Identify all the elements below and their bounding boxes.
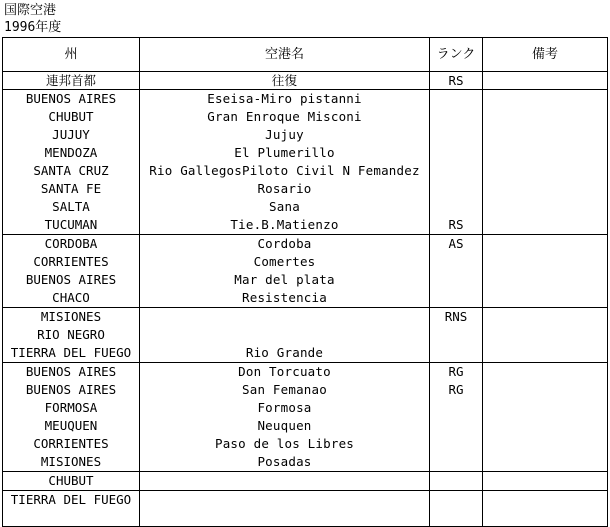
notes-cell	[483, 271, 608, 289]
notes-cell	[483, 344, 608, 363]
airport-cell: Jujuy	[140, 126, 430, 144]
state-cell: TIERRA DEL FUEGO	[3, 491, 140, 527]
notes-cell	[483, 126, 608, 144]
airport-cell: Posadas	[140, 453, 430, 472]
rank-cell	[430, 453, 483, 472]
document-title: 国際空港	[4, 3, 57, 18]
header-state: 州	[3, 38, 140, 72]
airport-cell: San Femanao	[140, 381, 430, 399]
state-cell: SALTA	[3, 198, 140, 216]
table-row	[3, 453, 608, 472]
state-cell: CHACO	[3, 289, 140, 308]
rank-cell	[430, 108, 483, 126]
notes-cell	[483, 253, 608, 271]
airport-cell	[140, 472, 430, 491]
state-cell: FORMOSA	[3, 399, 140, 417]
state-cell: TUCUMAN	[3, 216, 140, 235]
notes-cell	[483, 72, 608, 90]
table-row	[3, 144, 608, 162]
airport-cell: Neuquen	[140, 417, 430, 435]
table-row	[3, 216, 608, 235]
rank-cell	[430, 399, 483, 417]
rank-cell	[430, 344, 483, 363]
airport-cell: Tie.B.Matienzo	[140, 216, 430, 235]
table-row	[3, 491, 608, 527]
state-cell: CORDOBA	[3, 235, 140, 254]
airport-cell: Paso de los Libres	[140, 435, 430, 453]
state-cell: 連邦首都	[3, 72, 140, 90]
rank-cell	[430, 417, 483, 435]
table-row	[3, 399, 608, 417]
airport-cell: Formosa	[140, 399, 430, 417]
airport-cell	[140, 491, 430, 527]
notes-cell	[483, 472, 608, 491]
table-row	[3, 72, 608, 90]
notes-cell	[483, 144, 608, 162]
table-row	[3, 435, 608, 453]
table-row	[3, 198, 608, 216]
table-row	[3, 108, 608, 126]
rank-cell	[430, 253, 483, 271]
notes-cell	[483, 381, 608, 399]
rank-cell	[430, 144, 483, 162]
notes-cell	[483, 491, 608, 527]
header-row	[3, 38, 608, 72]
notes-cell	[483, 216, 608, 235]
notes-cell	[483, 417, 608, 435]
rank-cell: RG	[430, 381, 483, 399]
airport-cell: Gran Enroque Misconi	[140, 108, 430, 126]
table-row	[3, 271, 608, 289]
state-cell: TIERRA DEL FUEGO	[3, 344, 140, 363]
rank-cell	[430, 180, 483, 198]
rank-cell	[430, 491, 483, 527]
notes-cell	[483, 435, 608, 453]
title-block	[4, 2, 61, 36]
table-row	[3, 417, 608, 435]
state-cell: JUJUY	[3, 126, 140, 144]
state-cell: CHUBUT	[3, 472, 140, 491]
notes-cell	[483, 180, 608, 198]
notes-cell	[483, 90, 608, 109]
rank-cell: AS	[430, 235, 483, 254]
airport-cell: Rio GallegosPiloto Civil N Femandez	[140, 162, 430, 180]
table-row	[3, 180, 608, 198]
table-row	[3, 126, 608, 144]
airport-cell: 往復	[140, 72, 430, 90]
rank-cell	[430, 435, 483, 453]
airport-cell: Don Torcuato	[140, 363, 430, 382]
state-cell: SANTA CRUZ	[3, 162, 140, 180]
airport-cell: Rosario	[140, 180, 430, 198]
table-row	[3, 344, 608, 363]
airport-cell: Sana	[140, 198, 430, 216]
table-row	[3, 253, 608, 271]
rank-cell: RG	[430, 363, 483, 382]
notes-cell	[483, 235, 608, 254]
table-row	[3, 162, 608, 180]
table-row	[3, 289, 608, 308]
table-row	[3, 381, 608, 399]
rank-cell	[430, 472, 483, 491]
header-notes: 備考	[483, 38, 608, 72]
state-cell: MEUQUEN	[3, 417, 140, 435]
airport-cell	[140, 308, 430, 327]
state-cell: CHUBUT	[3, 108, 140, 126]
rank-cell	[430, 162, 483, 180]
notes-cell	[483, 308, 608, 327]
rank-cell	[430, 326, 483, 344]
notes-cell	[483, 326, 608, 344]
rank-cell: RS	[430, 72, 483, 90]
state-cell: SANTA FE	[3, 180, 140, 198]
header-rank: ランク	[430, 38, 483, 72]
airport-cell: Resistencia	[140, 289, 430, 308]
table-row	[3, 363, 608, 382]
header-airport: 空港名	[140, 38, 430, 72]
airport-cell: Comertes	[140, 253, 430, 271]
airport-cell: El Plumerillo	[140, 144, 430, 162]
state-cell: CORRIENTES	[3, 435, 140, 453]
rank-cell	[430, 198, 483, 216]
airport-cell: Eseisa-Miro pistanni	[140, 90, 430, 109]
airport-cell: Cordoba	[140, 235, 430, 254]
airport-cell	[140, 326, 430, 344]
state-cell: BUENOS AIRES	[3, 271, 140, 289]
airport-cell: Mar del plata	[140, 271, 430, 289]
state-cell: MISIONES	[3, 308, 140, 327]
rank-cell	[430, 126, 483, 144]
fiscal-year: 1996年度	[4, 20, 62, 35]
table-row	[3, 235, 608, 254]
notes-cell	[483, 108, 608, 126]
notes-cell	[483, 363, 608, 382]
table-row	[3, 472, 608, 491]
rank-cell: RNS	[430, 308, 483, 327]
state-cell: RIO NEGRO	[3, 326, 140, 344]
state-cell: BUENOS AIRES	[3, 381, 140, 399]
rank-cell	[430, 90, 483, 109]
notes-cell	[483, 198, 608, 216]
airport-cell: Rio Grande	[140, 344, 430, 363]
table-row	[3, 326, 608, 344]
state-cell: BUENOS AIRES	[3, 90, 140, 109]
state-cell: MENDOZA	[3, 144, 140, 162]
state-cell: CORRIENTES	[3, 253, 140, 271]
table-row	[3, 308, 608, 327]
rank-cell: RS	[430, 216, 483, 235]
state-cell: BUENOS AIRES	[3, 363, 140, 382]
rank-cell	[430, 289, 483, 308]
airport-table	[2, 37, 608, 527]
rank-cell	[430, 271, 483, 289]
notes-cell	[483, 289, 608, 308]
table-row	[3, 90, 608, 109]
notes-cell	[483, 399, 608, 417]
state-cell: MISIONES	[3, 453, 140, 472]
notes-cell	[483, 162, 608, 180]
notes-cell	[483, 453, 608, 472]
